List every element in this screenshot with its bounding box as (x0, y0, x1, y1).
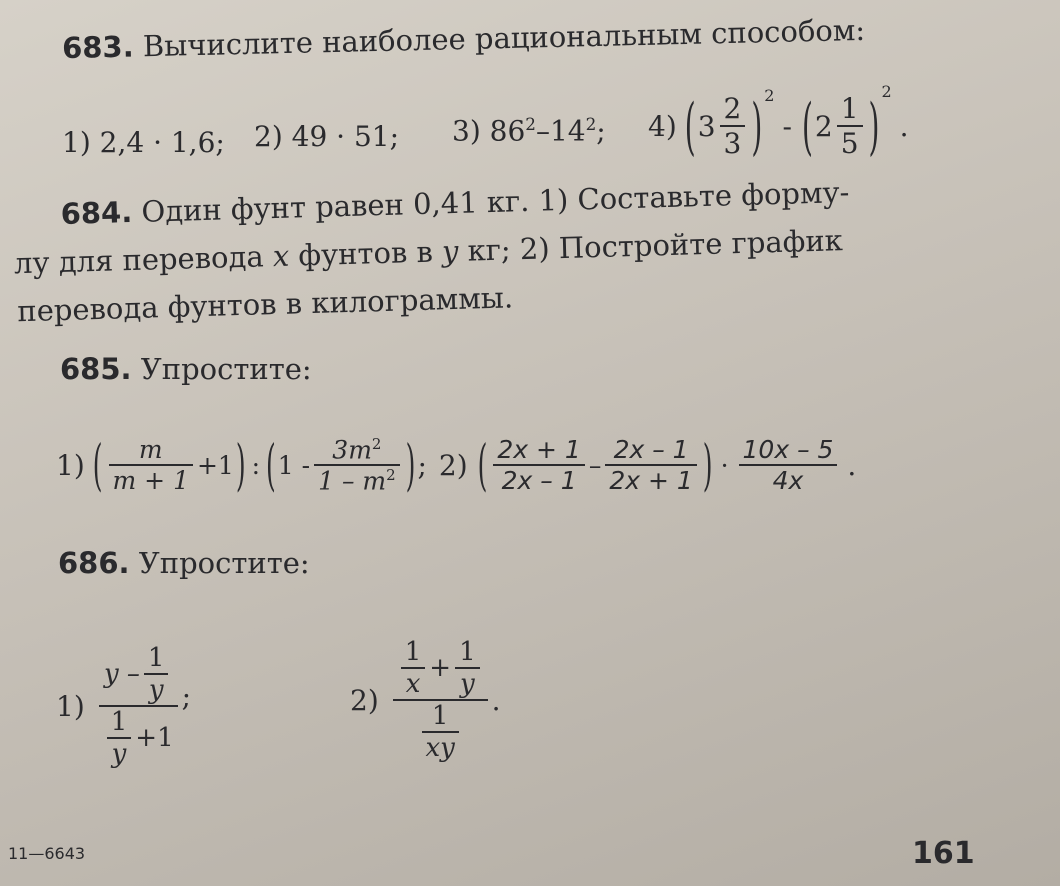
problem-number: 683. (61, 29, 135, 66)
problem-685-expressions: 1) ( $\frac{m}{m + 1}$ +1 ) : ( 1 - $\frac{3m^2}{1 - m^2}$ ) ; 2) ( $\frac{2x + 1}{2x - 1}$ – $\frac{2x - 1}{2x + 1}$ ) · $\frac{10x - 5}{4x}$ . (56, 433, 857, 497)
problem-686-expr-2: 2) $\frac{1}{x}$ + $\frac{1}{y}$ $\frac{1}{xy}$ . (350, 637, 501, 763)
problem-number: 685. (60, 352, 132, 386)
print-code: 11—6643 (8, 844, 86, 863)
problem-number: 684. (60, 194, 133, 231)
problem-line-2: лу для перевода x фунтов в y кг; 2) Постройте график (13, 223, 844, 281)
problem-line-3: перевода фунтов в килограммы. (16, 280, 514, 329)
problem-line-1: Один фунт равен 0,41 кг. 1) Составьте форму- (140, 174, 850, 229)
problem-685-heading (60, 352, 312, 386)
problem-683-heading (62, 13, 866, 65)
problem-684 (13, 168, 853, 334)
item-3: 3) $86^2-14^2$; (452, 114, 606, 148)
problem-number: 686. (58, 546, 130, 580)
page-number: 161 (912, 836, 975, 871)
item-1: 1) 2,4 · 1,6; (62, 126, 225, 159)
problem-text: Упростите: (140, 352, 312, 386)
problem-686-heading (58, 546, 310, 580)
problem-text: Вычислите наиболее рациональным способом: (142, 12, 866, 64)
item-2: 2) 49 · 51; (254, 120, 400, 153)
problem-686-expr-1: 1) y – $\frac{1}{y}$ $\frac{1}{y}$ +1 ; (56, 643, 192, 769)
item-4: 4) ( 3 $\frac{2}{3}$ ) 2 - ( 2 $\frac{1}{5}$ ) 2 . (648, 82, 909, 163)
problem-text: Упростите: (138, 546, 310, 580)
